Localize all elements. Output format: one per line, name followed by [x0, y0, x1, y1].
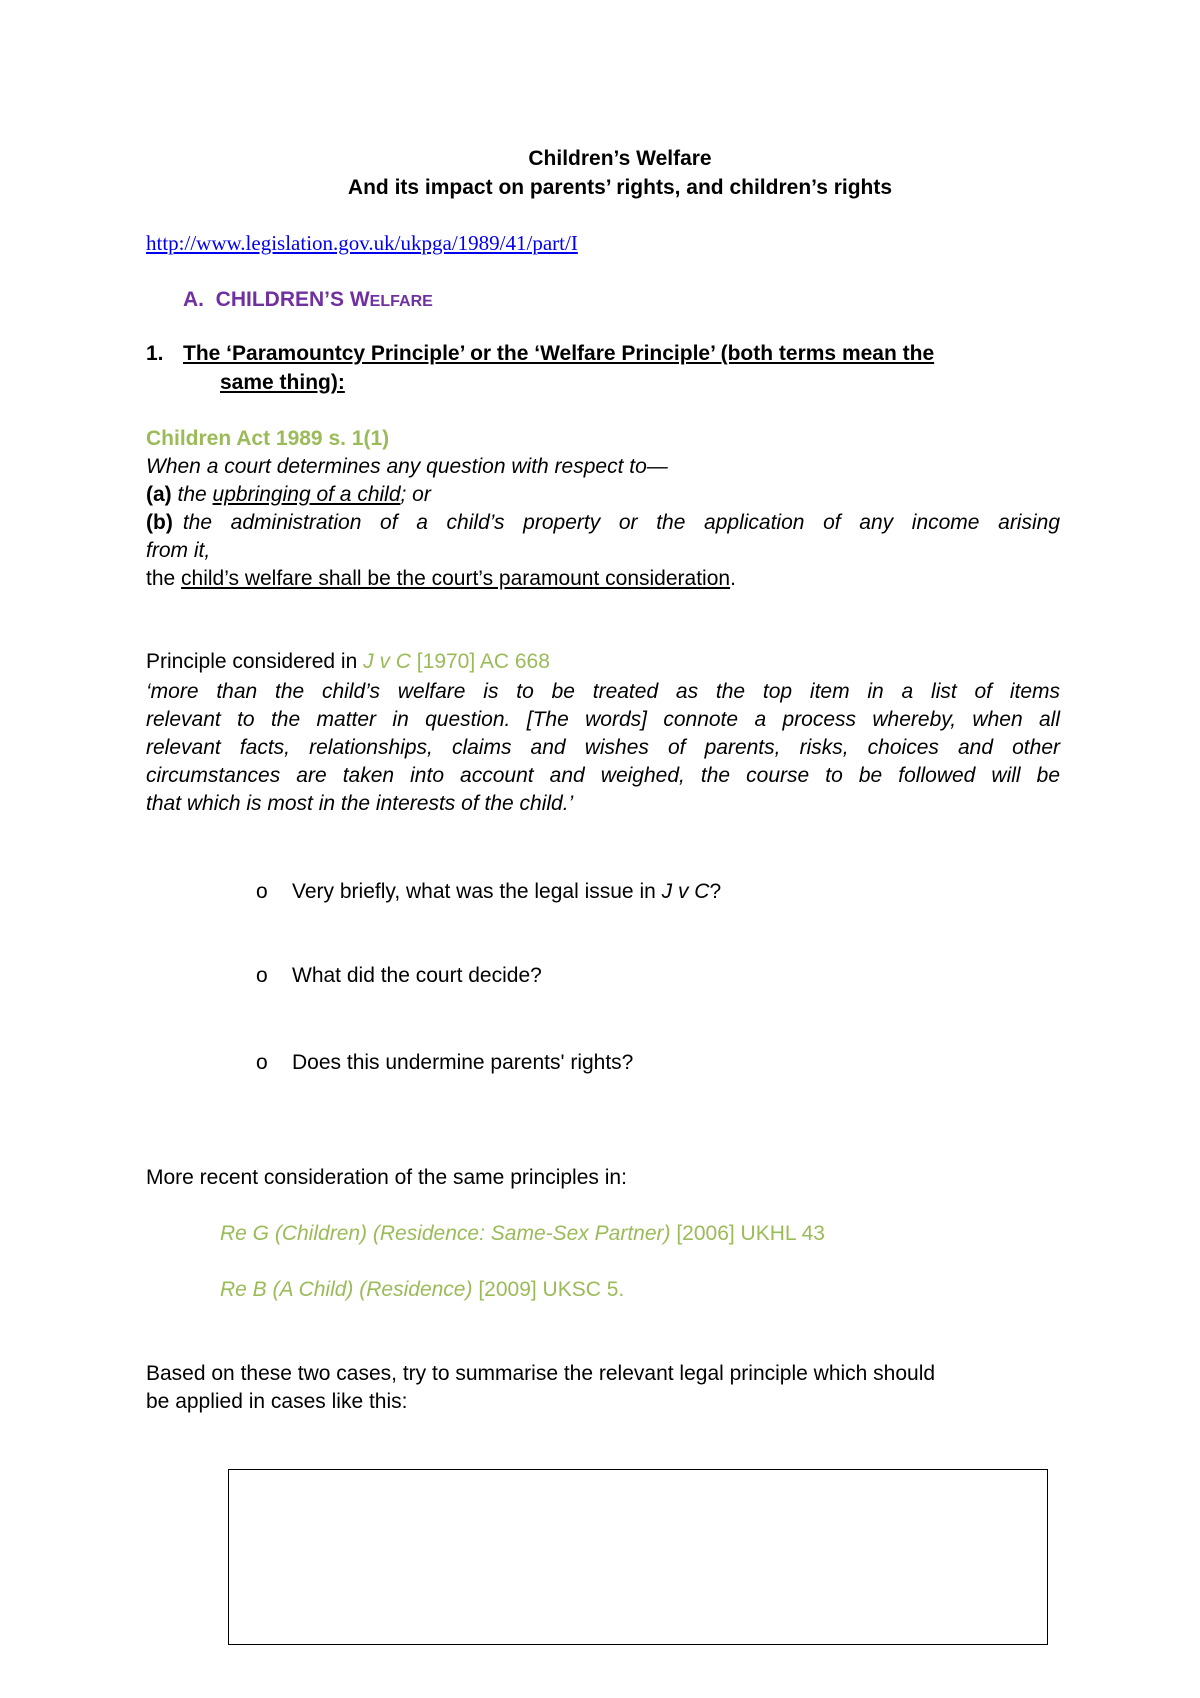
principle-case-name: J v C — [363, 650, 411, 673]
recent-case-1-cite: [2006] UKHL 43 — [670, 1222, 825, 1245]
section-a-label-small: ELFARE — [369, 293, 433, 310]
bullet-icon: o — [256, 880, 268, 903]
act-conclusion — [146, 567, 736, 591]
recent-lead: More recent consideration of the same principles in: — [146, 1166, 627, 1189]
question-1 — [292, 880, 721, 904]
question-1-case: J v C — [661, 880, 710, 903]
clause-a-pre: the — [177, 483, 213, 506]
act-clause-a — [146, 483, 431, 507]
section-a-heading — [183, 288, 433, 312]
principle-quote — [146, 678, 1060, 818]
conclusion-pre: the — [146, 567, 182, 590]
clause-b-label: (b) — [146, 511, 173, 534]
heading-1-number: 1. — [146, 342, 164, 365]
quote-line: ‘more than the child’s welfare is to be treated as the top item in a list of items — [146, 680, 1060, 703]
clause-b-line1: the administration of a child’s property or the application of any income arising — [182, 511, 1060, 534]
act-clause-b — [146, 511, 1060, 535]
section-a-marker: A. — [183, 288, 204, 311]
document-title: Children’s Welfare — [528, 147, 712, 170]
conclusion-post: . — [730, 567, 736, 590]
recent-case-2 — [220, 1278, 624, 1302]
principle-case-cite: [1970] AC 668 — [410, 650, 550, 673]
heading-1-line1: The ‘Paramountcy Principle’ or the ‘Welfare Principle’ (both terms mean the — [183, 342, 935, 365]
quote-line: circumstances are taken into account and weighed, the course to be followed will be — [146, 764, 1060, 787]
act-intro: When a court determines any question with respect to— — [146, 455, 668, 478]
bullet-icon: o — [256, 964, 268, 987]
heading-1-line2: same thing): — [220, 371, 345, 394]
act-title: Children Act 1989 s. 1(1) — [146, 427, 390, 450]
clause-a-label: (a) — [146, 483, 172, 506]
recent-case-1 — [220, 1222, 825, 1246]
summary-line1: Based on these two cases, try to summarise the relevant legal principle which should — [146, 1362, 936, 1385]
clause-a-post: ; or — [400, 483, 431, 506]
question-3: Does this undermine parents' rights? — [292, 1051, 634, 1074]
conclusion-underlined: child’s welfare shall be the court’s paramount consideration — [181, 567, 731, 590]
clause-a-underlined: upbringing of a child — [212, 483, 401, 506]
recent-case-2-name: Re B (A Child) (Residence) — [220, 1278, 473, 1301]
bullet-icon: o — [256, 1051, 268, 1074]
quote-line: that which is most in the interests of the child.’ — [146, 792, 574, 815]
recent-case-1-name: Re G (Children) (Residence: Same-Sex Partner) — [220, 1222, 671, 1245]
quote-line: relevant to the matter in question. [The words] connote a process whereby, when all — [146, 708, 1060, 731]
principle-lead — [146, 650, 550, 674]
quote-line: relevant facts, relationships, claims and wishes of parents, risks, choices and other — [146, 736, 1060, 759]
document-subtitle: And its impact on parents’ rights, and children’s rights — [347, 176, 893, 199]
question-1-pre: Very briefly, what was the legal issue in — [292, 880, 662, 903]
clause-b-line2: from it, — [146, 539, 211, 562]
question-1-post: ? — [709, 880, 722, 903]
question-2: What did the court decide? — [292, 964, 542, 987]
answer-box[interactable] — [228, 1469, 1048, 1645]
summary-line2: be applied in cases like this: — [146, 1390, 408, 1413]
legislation-link[interactable]: http://www.legislation.gov.uk/ukpga/1989/41/part/I — [146, 231, 578, 255]
section-a-label: CHILDREN’S W — [215, 288, 370, 311]
recent-case-2-cite: [2009] UKSC 5. — [472, 1278, 625, 1301]
principle-lead-text: Principle considered in — [146, 650, 364, 673]
